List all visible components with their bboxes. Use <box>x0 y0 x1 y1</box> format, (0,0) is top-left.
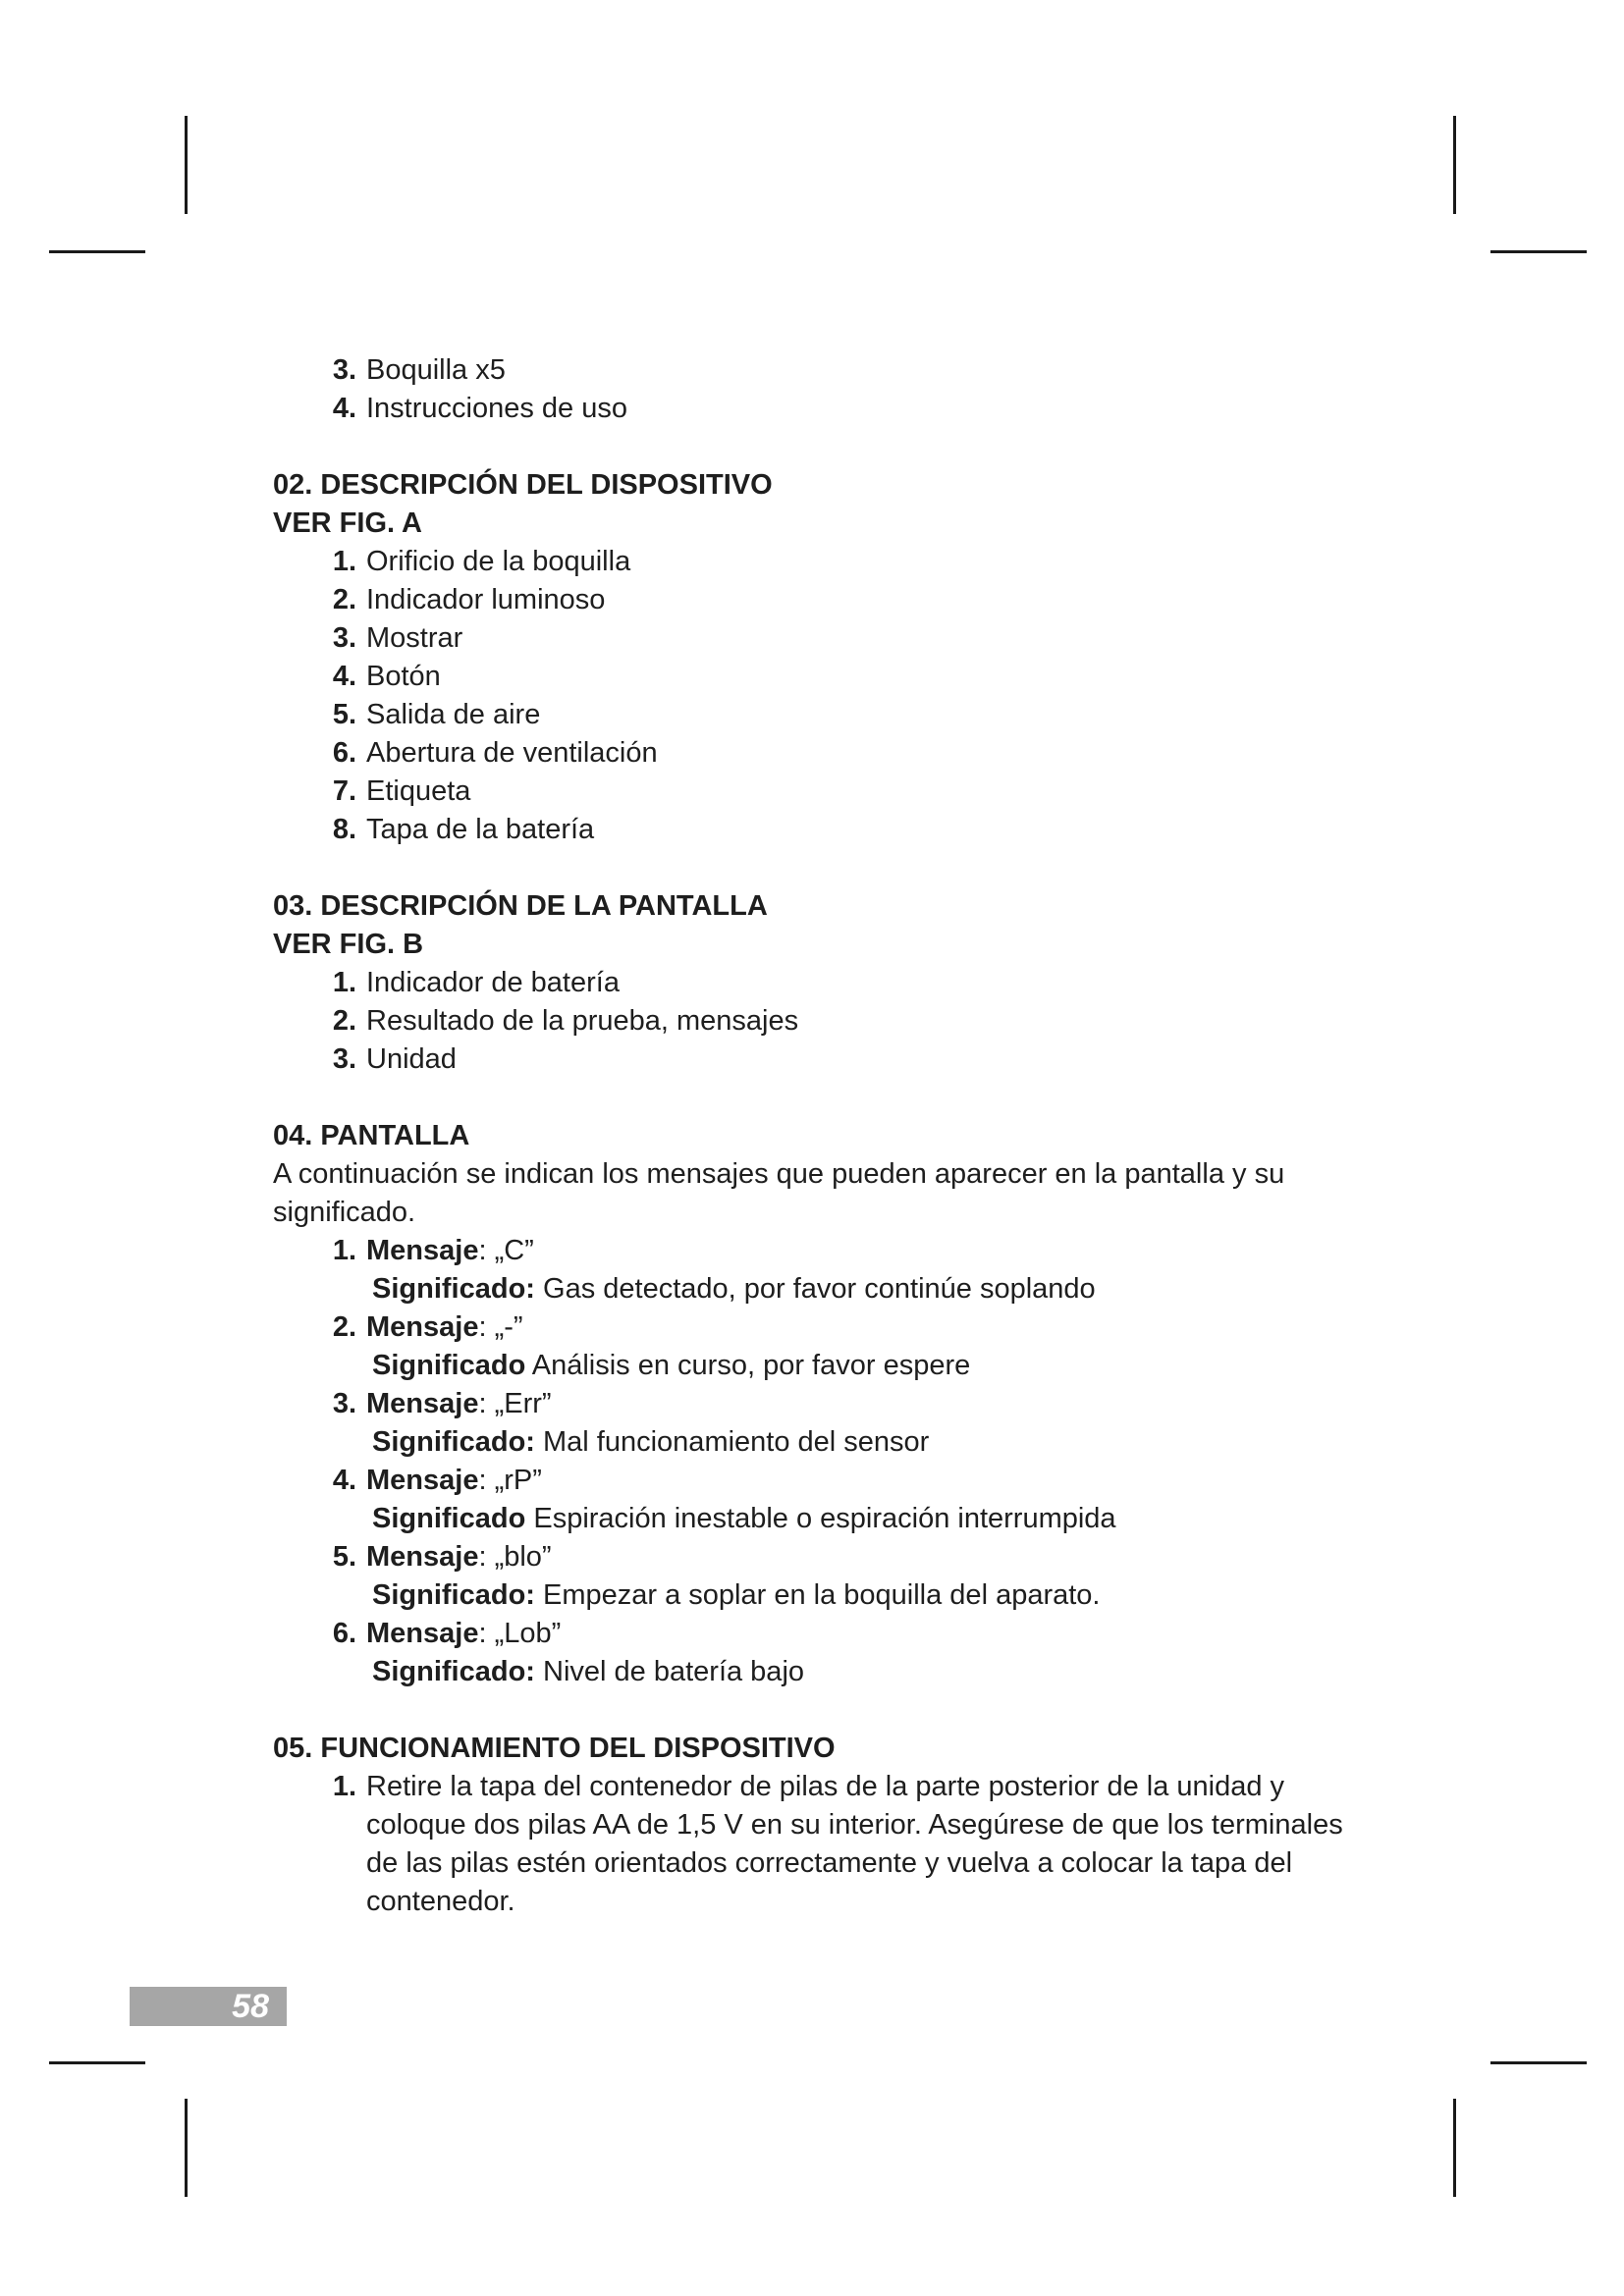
list-item: 5. Salida de aire <box>332 699 541 730</box>
crop-mark-top-right-v <box>1453 116 1456 214</box>
crop-mark-top-right-h <box>1490 250 1587 253</box>
device-parts-list <box>273 543 1392 849</box>
message-item: 2. Mensaje: „-” Significado Análisis en curso, por favor espere <box>332 1311 971 1381</box>
list-item: 1. Orificio de la boquilla <box>332 546 631 577</box>
message-item: 3. Mensaje: „Err” Significado: Mal funcionamiento del sensor <box>332 1388 930 1458</box>
figure-reference-a: VER FIG. A <box>273 507 422 539</box>
figure-reference-b: VER FIG. B <box>273 929 424 960</box>
crop-mark-bottom-left-h <box>49 2061 145 2064</box>
step-item: 1. Retire la tapa del contenedor de pilas de la parte posterior de la unidad y coloque dos pilas AA de 1,5 V en su interior. Asegúrese de que los terminales de las pilas estén orientados correctamente y vuelva a colocar la tapa del contenedor. <box>332 1771 1343 1917</box>
message-item: 6. Mensaje: „Lob” Significado: Nivel de batería bajo <box>332 1618 805 1687</box>
list-item: 7. Etiqueta <box>332 775 471 807</box>
message-item: 4. Mensaje: „rP” Significado Espiración inestable o espiración interrumpida <box>332 1465 1116 1534</box>
contents-list <box>273 351 1392 428</box>
screen-parts-list <box>273 964 1392 1079</box>
display-intro-paragraph: A continuación se indican los mensajes que pueden aparecer en la pantalla y su significado. <box>273 1158 1285 1228</box>
crop-mark-bottom-right-v <box>1453 2099 1456 2197</box>
list-item: 3. Unidad <box>332 1043 457 1075</box>
list-item: 8. Tapa de la batería <box>332 814 595 845</box>
list-item: 2. Indicador luminoso <box>332 584 606 615</box>
document-body <box>273 351 1392 1921</box>
crop-mark-top-left-v <box>185 116 188 214</box>
crop-mark-bottom-left-v <box>185 2099 188 2197</box>
list-item: 4. Botón <box>332 661 441 692</box>
list-item: 4. Instrucciones de uso <box>332 393 627 424</box>
message-item: 1. Mensaje: „C” Significado: Gas detectado, por favor continúe soplando <box>332 1235 1096 1305</box>
list-item: 3. Mostrar <box>332 622 463 654</box>
list-item: 1. Indicador de batería <box>332 967 620 998</box>
crop-mark-top-left-h <box>49 250 145 253</box>
display-messages-list <box>273 1232 1392 1691</box>
section-heading-screen: 03. DESCRIPCIÓN DE LA PANTALLA <box>273 890 768 922</box>
list-item: 6. Abertura de ventilación <box>332 737 658 769</box>
section-heading-operation: 05. FUNCIONAMIENTO DEL DISPOSITIVO <box>273 1733 836 1764</box>
section-heading-device: 02. DESCRIPCIÓN DEL DISPOSITIVO <box>273 469 773 501</box>
list-item: 2. Resultado de la prueba, mensajes <box>332 1005 799 1037</box>
crop-mark-bottom-right-h <box>1490 2061 1587 2064</box>
section-heading-display: 04. PANTALLA <box>273 1120 470 1151</box>
page-number: 58 <box>130 1987 287 2026</box>
operation-steps-list <box>273 1768 1392 1921</box>
list-item: 3. Boquilla x5 <box>332 354 506 386</box>
message-item: 5. Mensaje: „blo” Significado: Empezar a soplar en la boquilla del aparato. <box>332 1541 1101 1611</box>
